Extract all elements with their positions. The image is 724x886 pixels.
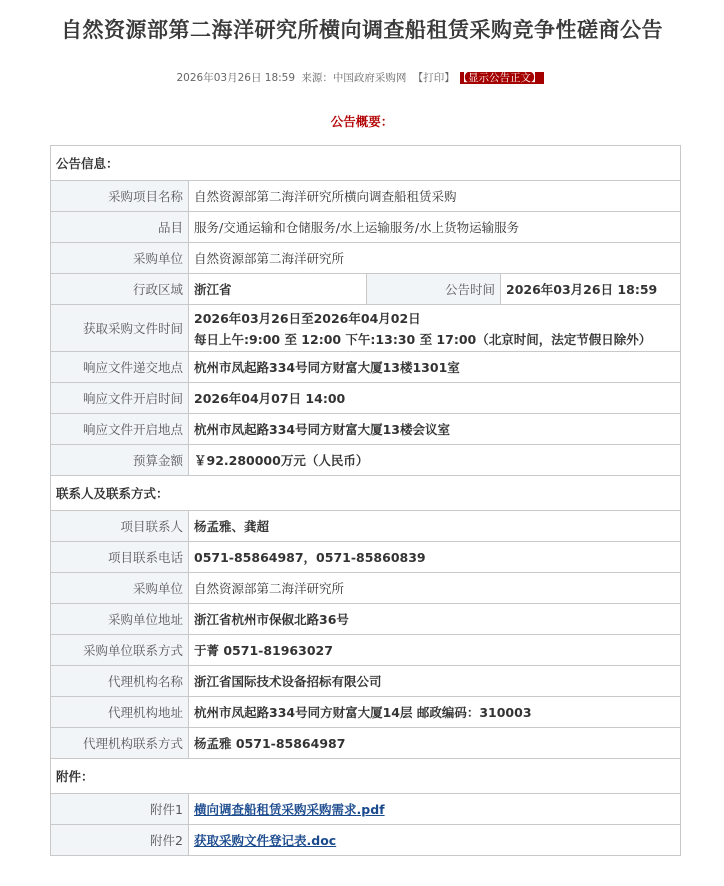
agency-address-value: 杭州市凤起路334号同方财富大厦14层 邮政编码：310003 [189,697,681,728]
attachment-cell [189,825,681,856]
table-row [51,352,681,383]
row-label: 采购项目名称 [51,181,189,212]
attachment-link-requirements-pdf[interactable]: 横向调查船租赁采购采购需求.pdf [194,802,385,817]
table-row [51,445,681,476]
row-label: 项目联系人 [51,511,189,542]
section-header-contacts [51,476,681,511]
table-row [51,383,681,414]
row-label: 响应文件递交地点 [51,352,189,383]
budget-value: ￥92.280000万元（人民币） [189,445,681,476]
row-label: 获取采购文件时间 [51,305,189,352]
row-label: 采购单位 [51,573,189,604]
row-label: 响应文件开启时间 [51,383,189,414]
summary-label: 公告概要： [330,114,394,129]
project-name-value: 自然资源部第二海洋研究所横向调查船租赁采购 [189,181,681,212]
agency-contact-value: 杨孟雅 0571-85864987 [189,728,681,759]
submit-place-value: 杭州市凤起路334号同方财富大厦13楼1301室 [189,352,681,383]
table-row [51,573,681,604]
notice-time-value: 2026年03月26日 18:59 [501,274,681,305]
row-label: 附件1 [51,794,189,825]
row-label: 公告时间 [367,274,501,305]
table-row [51,728,681,759]
print-link[interactable]: 【打印】 [412,72,455,84]
section-title: 联系人及联系方式： [51,476,681,511]
row-label: 预算金额 [51,445,189,476]
row-label: 代理机构地址 [51,697,189,728]
row-label: 代理机构名称 [51,666,189,697]
attachment-link-registration-doc[interactable]: 获取采购文件登记表.doc [194,833,337,848]
table-row [51,697,681,728]
table-row [51,794,681,825]
row-label: 代理机构联系方式 [51,728,189,759]
get-docs-time-value [189,305,681,352]
table-row [51,542,681,573]
row-label: 采购单位地址 [51,604,189,635]
row-label: 采购单位联系方式 [51,635,189,666]
table-row [51,212,681,243]
table-row [51,666,681,697]
section-title: 附件： [51,759,681,794]
section-header-notice-info [51,146,681,181]
row-label: 响应文件开启地点 [51,414,189,445]
table-row [51,604,681,635]
table-row [51,635,681,666]
attachment-cell [189,794,681,825]
notice-summary-table [50,145,681,856]
contact-phone-value: 0571-85864987，0571-85860839 [189,542,681,573]
purchaser-value: 自然资源部第二海洋研究所 [189,573,681,604]
table-row [51,243,681,274]
region-value: 浙江省 [189,274,367,305]
agency-name-value: 浙江省国际技术设备招标有限公司 [189,666,681,697]
get-docs-hours: 每日上午:9:00 至 12:00 下午:13:30 至 17:00（北京时间，法定节假日除外） [194,331,652,347]
page-title: 自然资源部第二海洋研究所横向调查船租赁采购竞争性磋商公告 [61,18,663,42]
open-place-value: 杭州市凤起路334号同方财富大厦13楼会议室 [189,414,681,445]
table-row [51,274,681,305]
purchaser-address-value: 浙江省杭州市保俶北路36号 [189,604,681,635]
category-value: 服务/交通运输和仓储服务/水上运输服务/水上货物运输服务 [189,212,681,243]
open-time-value: 2026年04月07日 14:00 [189,383,681,414]
source-label: 来源： [301,72,333,84]
table-row [51,305,681,352]
table-row [51,414,681,445]
table-row [51,181,681,212]
section-header-attachments [51,759,681,794]
row-label: 品目 [51,212,189,243]
source-link[interactable]: 中国政府采购网 [332,72,407,84]
show-notice-button[interactable]: 【显示公告正文】 [460,72,545,84]
notice-meta [0,70,724,85]
row-label: 项目联系电话 [51,542,189,573]
table-row [51,825,681,856]
section-title: 公告信息： [51,146,681,181]
table-row [51,511,681,542]
purchaser-value: 自然资源部第二海洋研究所 [189,243,681,274]
row-label: 采购单位 [51,243,189,274]
purchaser-contact-value: 于菁 0571-81963027 [189,635,681,666]
row-label: 行政区域 [51,274,189,305]
get-docs-date-range: 2026年03月26日至2026年04月02日 [194,310,421,326]
contact-person-value: 杨孟雅、龚超 [189,511,681,542]
row-label: 附件2 [51,825,189,856]
publish-date: 2026年03月26日 18:59 [176,72,296,84]
